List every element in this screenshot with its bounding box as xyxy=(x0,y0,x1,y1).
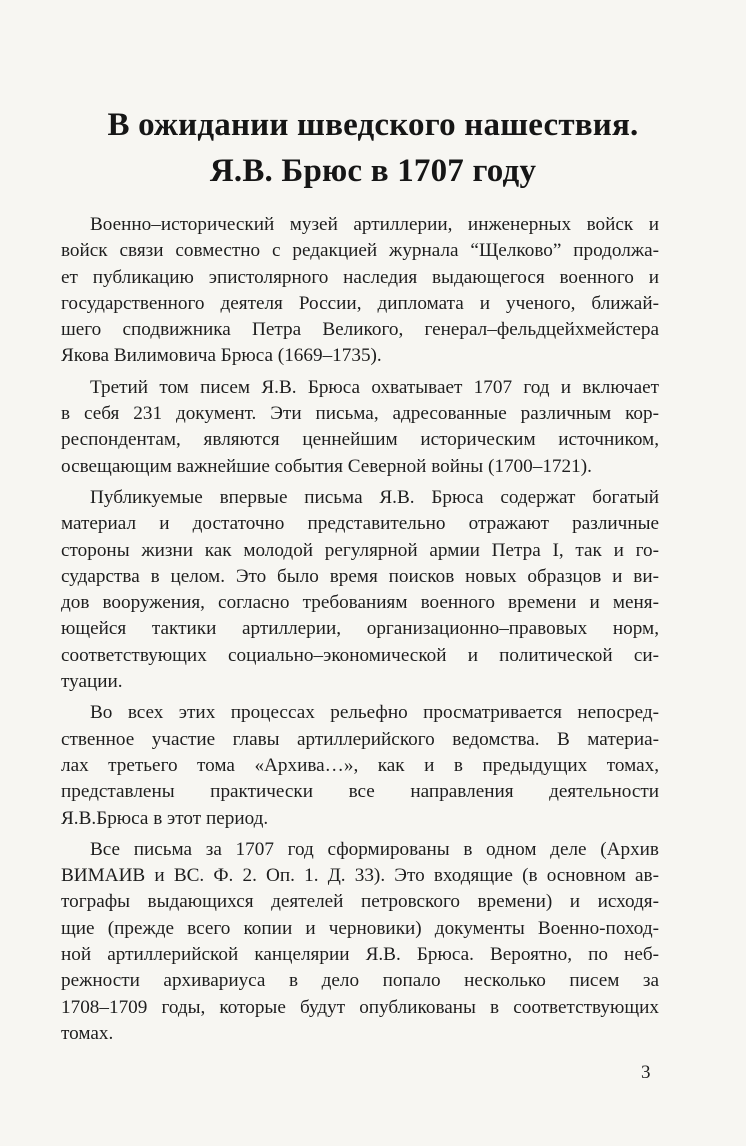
text-line: сударства в целом. Это было время поисков новых образцов и ви- xyxy=(61,565,659,587)
text-line: ющейся тактики артиллерии, организационно–правовых норм, xyxy=(61,618,659,640)
text-line: освещающим важнейшие события Северной войны (1700–1721). xyxy=(61,455,592,477)
text-line: туации. xyxy=(61,671,123,693)
text-line: томах. xyxy=(61,1022,114,1044)
body-text xyxy=(61,212,659,1052)
text-line: представлены практически все направления деятельности xyxy=(61,781,659,803)
page-title-line-2: Я.В. Брюс в 1707 году xyxy=(209,153,537,189)
text-line: респондентам, являются ценнейшим историческим источником, xyxy=(61,429,659,451)
text-line: 1708–1709 годы, которые будут опубликованы в соответствующих xyxy=(61,996,659,1018)
text-line: государственного деятеля России, дипломата и ученого, ближай- xyxy=(61,292,659,314)
text-line: Все письма за 1707 год сформированы в одном деле (Архив xyxy=(90,838,659,860)
text-line: щие (прежде всего копии и черновики) документы Военно-поход- xyxy=(61,917,659,939)
text-line: лах третьего тома «Архива…», как и в предыдущих томах, xyxy=(61,754,659,776)
text-line: Во всех этих процессах рельефно просматривается непосред- xyxy=(90,702,659,724)
text-line: ет публикацию эпистолярного наследия выдающегося военного и xyxy=(61,266,659,288)
text-line: тографы выдающихся деятелей петровского времени) и исходя- xyxy=(61,891,659,913)
text-line: Военно–исторический музей артиллерии, инженерных войск и xyxy=(90,214,659,235)
paragraph xyxy=(61,485,659,695)
text-line: в себя 231 документ. Эти письма, адресованные различным кор- xyxy=(61,403,659,425)
text-line: режности архивариуса в дело попало несколько писем за xyxy=(61,970,659,992)
paragraph xyxy=(61,700,659,831)
text-line: стороны жизни как молодой регулярной армии Петра I, так и го- xyxy=(61,539,659,561)
paragraph xyxy=(61,837,659,1047)
text-line: ВИМАИВ и ВС. Ф. 2. Оп. 1. Д. 33). Это входящие (в основном ав- xyxy=(61,865,659,887)
text-line: соответствующих социально–экономической и политической си- xyxy=(61,644,659,666)
text-line: материал и достаточно представительно отражают различные xyxy=(61,513,659,535)
paragraph xyxy=(61,212,659,370)
paragraph xyxy=(61,375,659,480)
text-line: войск связи совместно с редакцией журнала “Щелково” продолжа- xyxy=(61,240,659,262)
page-number: 3 xyxy=(641,1062,651,1083)
text-line: Я.В.Брюса в этот период. xyxy=(61,807,269,829)
text-line: ной артиллерийской канцелярии Я.В. Брюса. Вероятно, по неб- xyxy=(61,944,659,966)
text-line: Третий том писем Я.В. Брюса охватывает 1707 год и включает xyxy=(90,376,659,398)
text-line: Публикуемые впервые письма Я.В. Брюса содержат богатый xyxy=(90,486,659,508)
text-line: дов вооружения, согласно требованиям военного времени и меня- xyxy=(61,592,659,614)
text-line: шего сподвижника Петра Великого, генерал–фельдцейхмейстера xyxy=(61,319,659,341)
text-line: Якова Вилимовича Брюса (1669–1735). xyxy=(61,345,382,367)
page-title-line-1: В ожидании шведского нашествия. xyxy=(107,107,639,143)
text-line: ственное участие главы артиллерийского ведомства. В материа- xyxy=(61,728,659,750)
